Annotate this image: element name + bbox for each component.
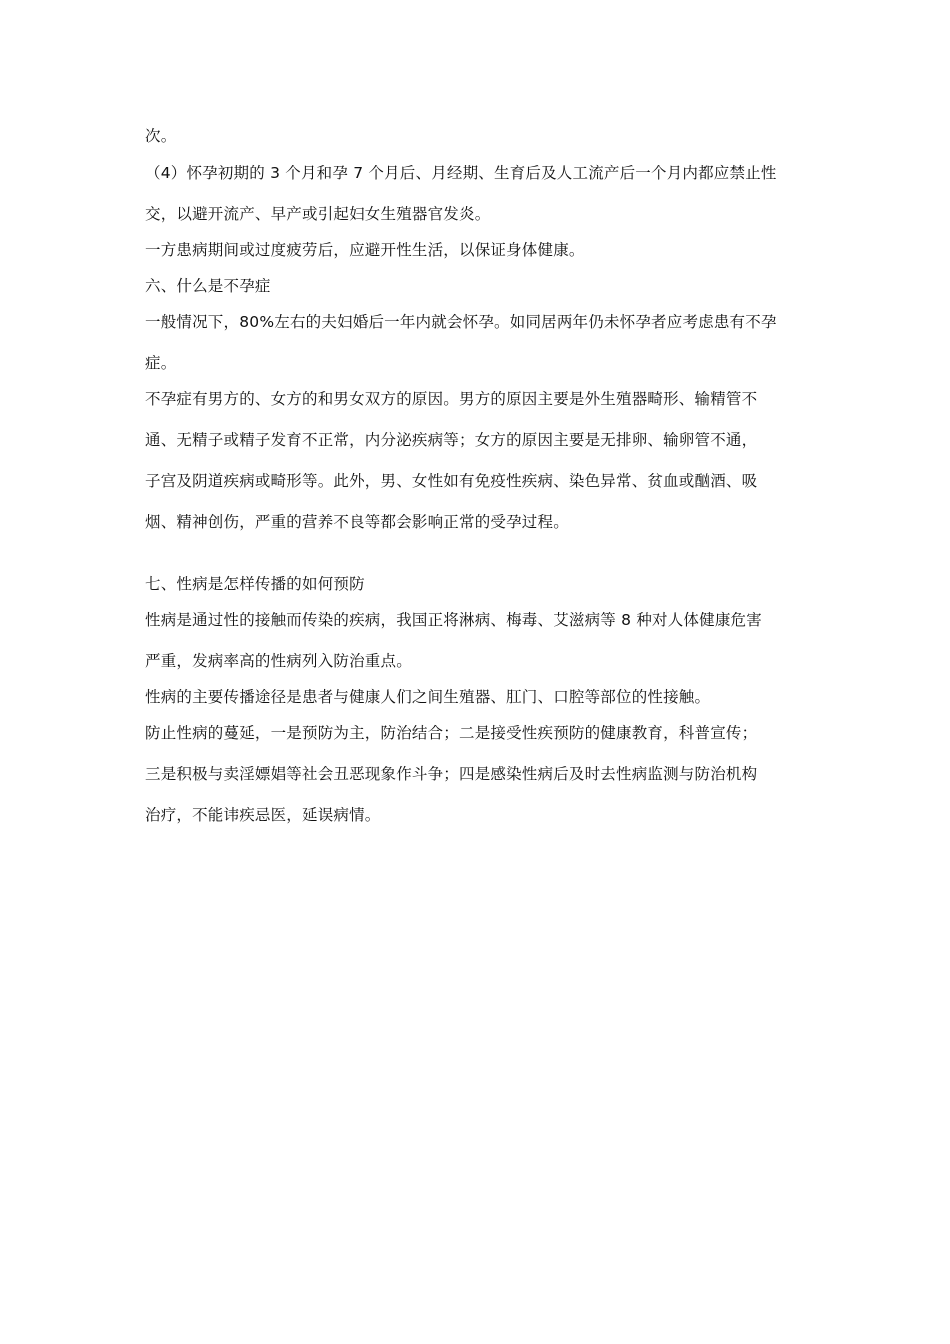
text-line: 通、无精子或精子发育不正常，内分泌疾病等；女方的原因主要是无排卵、输卵管不通， <box>145 431 758 449</box>
text-line: 治疗，不能讳疾忌医，延误病情。 <box>145 806 381 824</box>
text-line: 性病的主要传播途径是患者与健康人们之间生殖器、肛门、口腔等部位的性接触。 <box>145 688 711 706</box>
text-line: 一方患病期间或过度疲劳后，应避开性生活，以保证身体健康。 <box>145 241 585 259</box>
text-line: 症。 <box>145 354 177 372</box>
text-line: 三是积极与卖淫嫖娼等社会丑恶现象作斗争；四是感染性病后及时去性病监测与防治机构 <box>145 765 758 783</box>
section-heading-6: 六、什么是不孕症 <box>145 277 271 295</box>
text-line: 子宫及阴道疾病或畸形等。此外，男、女性如有免疫性疾病、染色异常、贫血或酗酒、吸 <box>145 472 758 490</box>
text-line: （4）怀孕初期的 3 个月和孕 7 个月后、月经期、生育后及人工流产后一个月内都应禁止性 <box>145 164 777 182</box>
text-line: 不孕症有男方的、女方的和男女双方的原因。男方的原因主要是外生殖器畸形、输精管不 <box>145 390 758 408</box>
text-line: 性病是通过性的接触而传染的疾病，我国正将淋病、梅毒、艾滋病等 8 种对人体健康危害 <box>145 611 762 629</box>
text-line: 严重，发病率高的性病列入防治重点。 <box>145 652 412 670</box>
text-line: 防止性病的蔓延，一是预防为主，防治结合；二是接受性疾预防的健康教育，科普宣传； <box>145 724 758 742</box>
text-line: 次。 <box>145 127 177 145</box>
text-line: 一般情况下，80%左右的夫妇婚后一年内就会怀孕。如同居两年仍未怀孕者应考虑患有不孕 <box>145 313 777 331</box>
text-line: 交，以避开流产、早产或引起妇女生殖器官发炎。 <box>145 205 491 223</box>
section-heading-7: 七、性病是怎样传播的如何预防 <box>145 575 365 593</box>
text-line: 烟、精神创伤，严重的营养不良等都会影响正常的受孕过程。 <box>145 513 569 531</box>
